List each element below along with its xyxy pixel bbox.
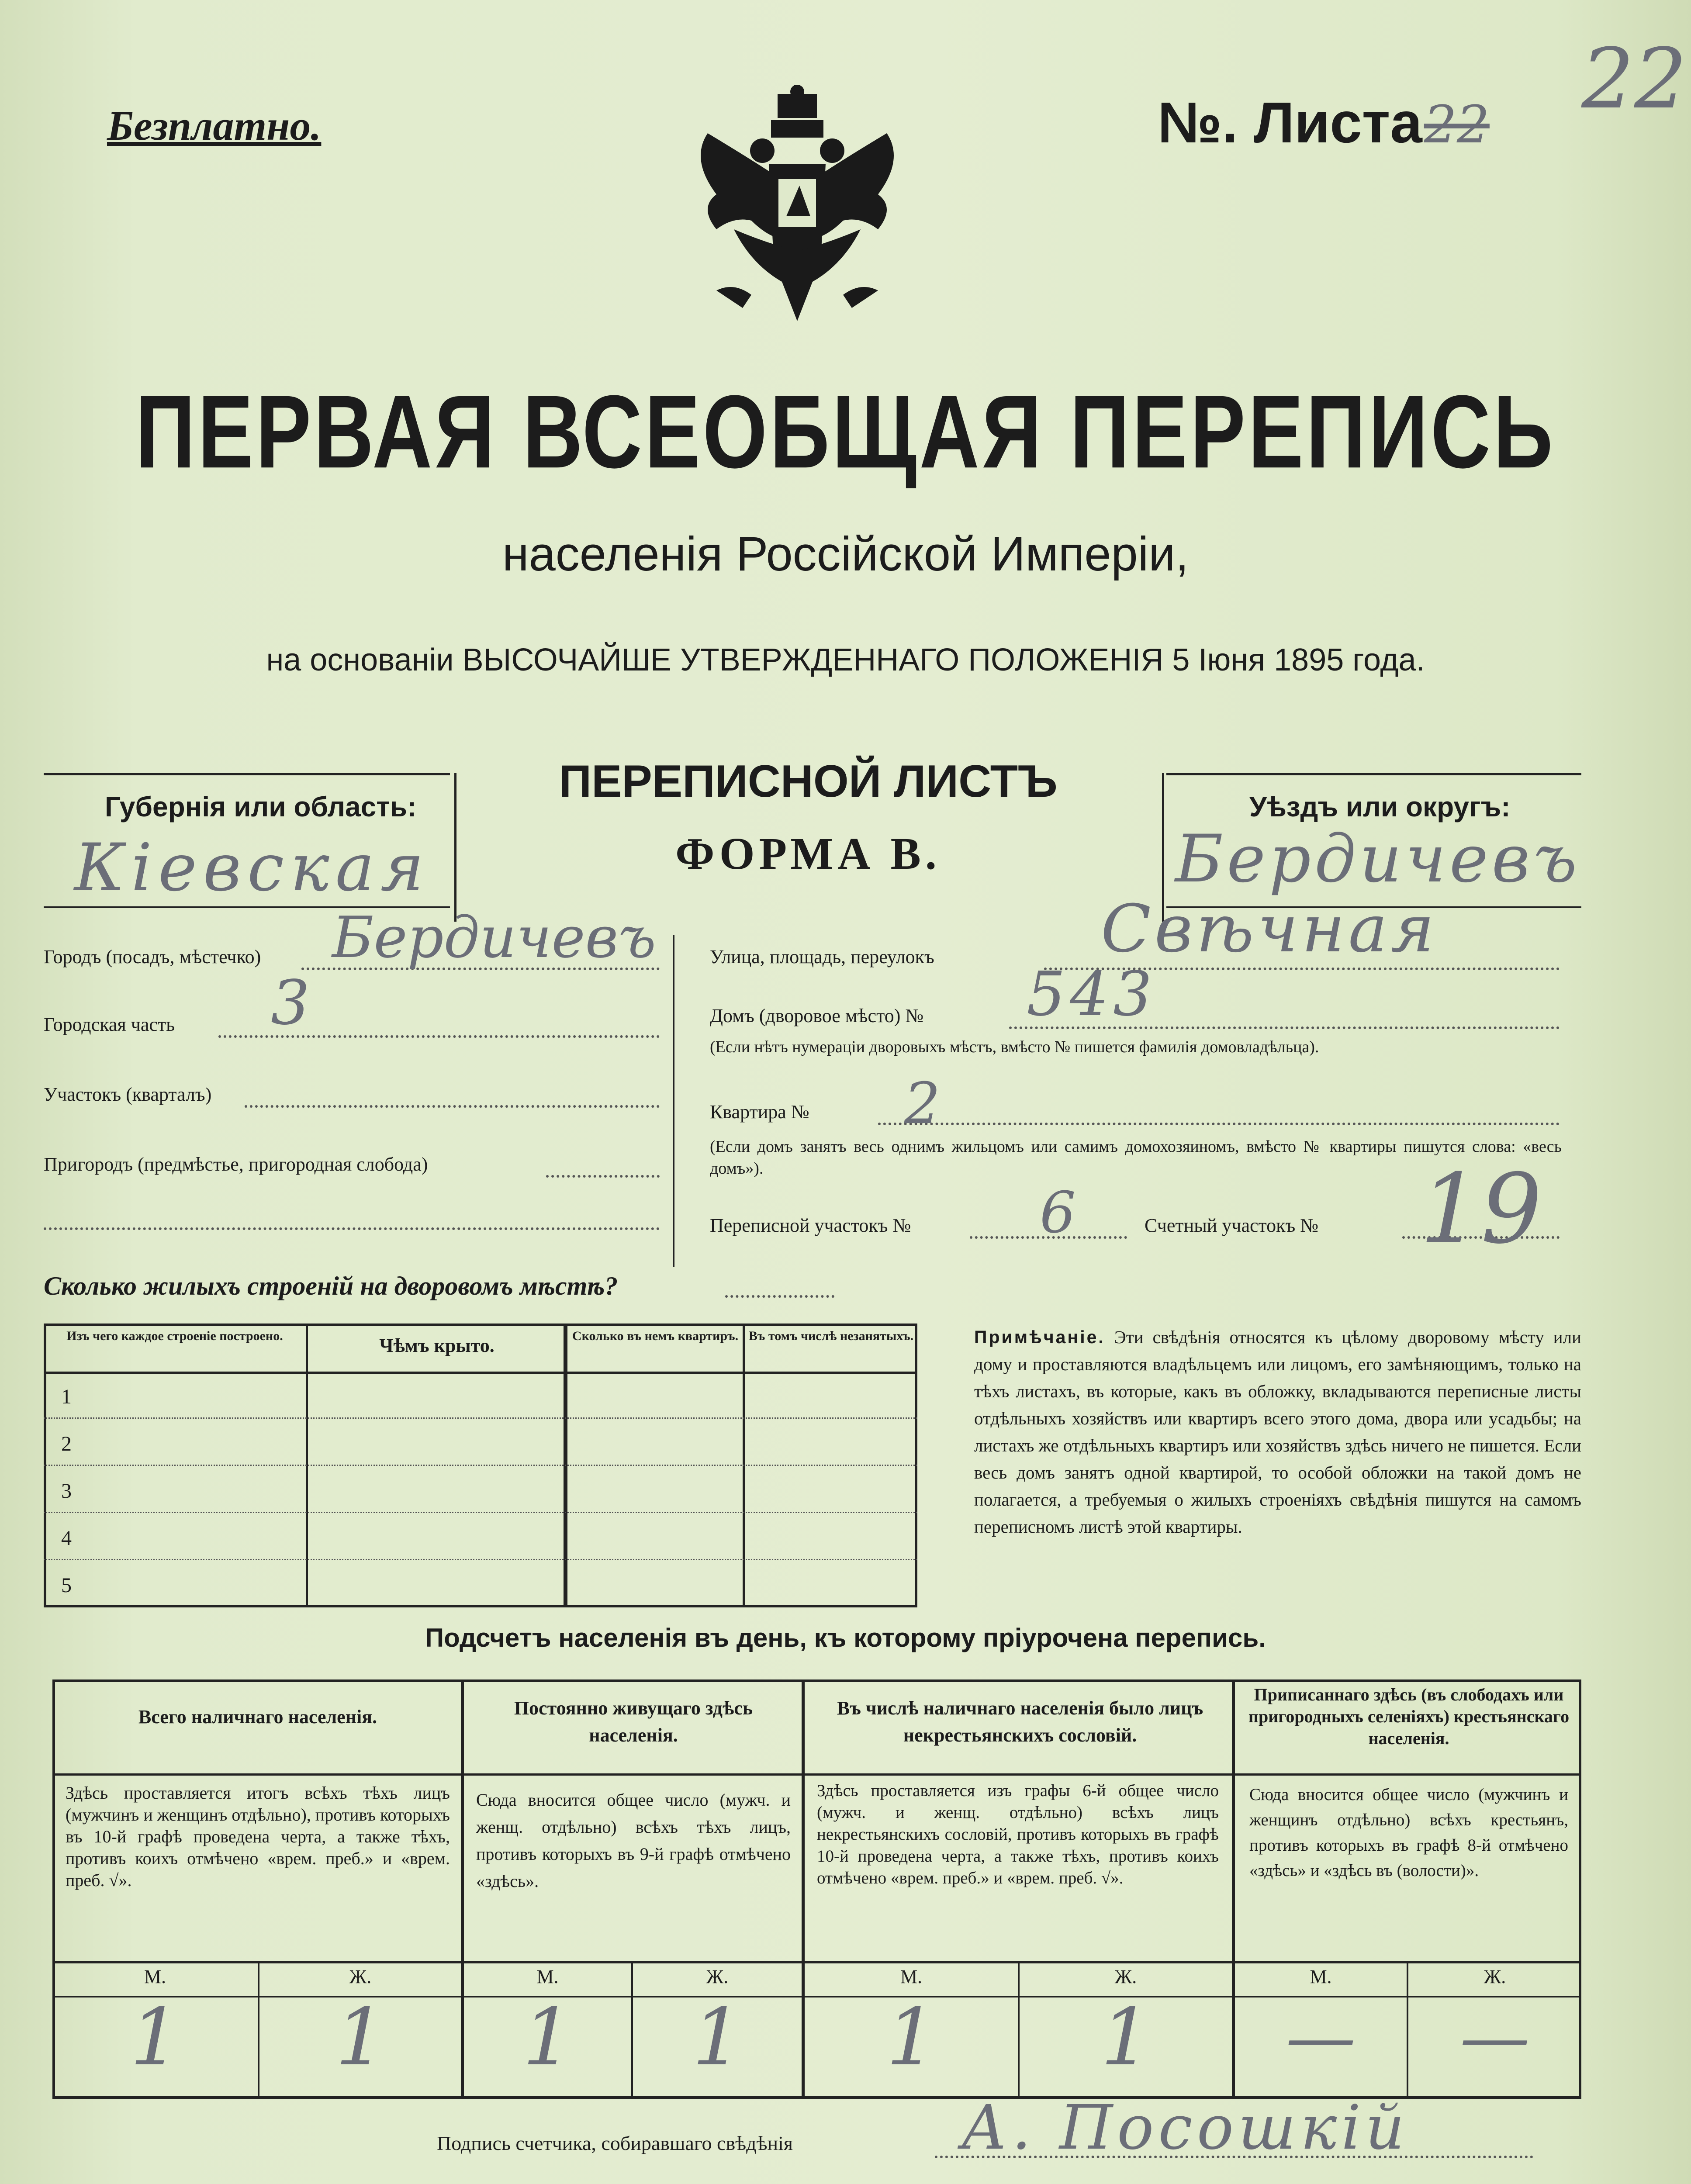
province-label: Губернія или область:: [105, 791, 417, 822]
district-value: Бердичевъ: [1175, 821, 1581, 897]
band-rule-left: [44, 773, 450, 775]
enumerator-signature-value: А. Посошкій: [961, 2092, 1409, 2163]
province-value: Кіевская: [74, 830, 430, 906]
pop-col-4-f-value: —: [1460, 1996, 1530, 2078]
buildings-row-number: 5: [61, 1574, 72, 1597]
page-title: ПЕРВАЯ ВСЕОБЩАЯ ПЕРЕПИСЬ: [135, 374, 1556, 490]
district-label: Уѣздъ или округъ:: [1249, 791, 1511, 822]
pop-col-3-title: Въ числѣ наличнаго населенія было лицъ некрестьянскихъ сословій.: [837, 1697, 1203, 1746]
pop-col-2-m-label: М.: [536, 1966, 559, 1987]
double-headed-eagle-icon: [681, 85, 913, 330]
buildings-row-2: [44, 1419, 917, 1466]
pop-col-4-title: Приписаннаго здѣсь (въ слободахъ или пригородныхъ селеніяхъ) крестьянскаго населенія.: [1248, 1685, 1570, 1748]
pop-col-1-mf-divider: [258, 1961, 259, 2099]
street-value: Свѣчная: [1101, 891, 1438, 967]
page-subtitle: населенія Россійской Имперіи,: [502, 527, 1189, 581]
buildings-col-material: Изъ чего каждое строеніе построено.: [66, 1329, 283, 1343]
flat-value: 2: [904, 1070, 941, 1137]
pop-col-2-f-value: 1: [692, 1992, 743, 2083]
pop-col-4-m-value: —: [1286, 1996, 1356, 2078]
pop-col-3-f-value: 1: [1100, 1992, 1151, 2083]
pop-col-2-desc: Сюда вносится общее число (мужч. и женщ. отдѣльно) всѣхъ тѣхъ лицъ, противъ которыхъ въ 9-й графѣ отмѣчено «здѣсь».: [476, 1790, 791, 1891]
census-section-value: 6: [1040, 1179, 1076, 1246]
sheet-number-label: №. Листа: [1158, 90, 1422, 155]
street-label: Улица, площадь, переулокъ: [710, 946, 934, 968]
buildings-question-line: [725, 1295, 834, 1298]
city-value: Бердичевъ: [332, 904, 656, 971]
pop-col-3-m-value: 1: [886, 1992, 937, 2083]
pop-col-3-desc: Здѣсь проставляется изъ графы 6-й общее число (мужч. и женщ. отдѣльно) всѣхъ лицъ некрестьянскихъ сословій, противъ которыхъ въ графѣ 10-й проведена черта, а также тѣхъ, противъ коихъ отмѣчено «врем. преб.» и «врем. преб. √».: [817, 1781, 1219, 1887]
form-subtitle: ФОРМА В.: [675, 829, 941, 879]
pop-col-1-m-value: 1: [130, 1992, 180, 2083]
suburb-field-line: [546, 1175, 660, 1178]
free-label: Безплатно.: [107, 102, 322, 149]
pop-col-1-f-label: Ж.: [349, 1966, 372, 1987]
pop-col-1-desc: Здѣсь проставляется итогъ всѣхъ тѣхъ лицъ (мужчинъ и женщинъ отдѣльно), противъ которыхъ въ 10-й графѣ проведена черта, а также тѣхъ, противъ коихъ отмѣчено «врем. преб.» и «врем. преб. √».: [66, 1783, 450, 1890]
pop-col-1-m-label: М.: [144, 1966, 166, 1987]
population-heading: Подсчетъ населенія въ день, къ которому пріурочена перепись.: [425, 1623, 1266, 1652]
buildings-row-number: 3: [61, 1479, 72, 1503]
buildings-note-text: Эти свѣдѣнія относятся къ цѣлому дворовому мѣсту или дому и проставляются владѣльцемъ или лицомъ, его замѣняющимъ, только на тѣхъ листахъ, въ которые, какъ въ обложку, вкладываются переписные листы отдѣльныхъ хозяйствъ или квартиръ всего этого дома, двора или усадьбы; на листахъ же отдѣльныхъ квартиръ или хозяйствъ здѣсь ничего не пишется. Если весь домъ занятъ одной квартирой, то особой обложки на такой домъ не полагается, а требуемыя о жилыхъ строеніяхъ свѣдѣнія пишутся на самомъ переписномъ листѣ этой квартиры.: [974, 1327, 1581, 1537]
pop-col-4-m-label: М.: [1310, 1966, 1332, 1987]
pop-col-divider-2: [802, 1679, 805, 2099]
pop-col-4-f-label: Ж.: [1484, 1966, 1506, 1987]
flat-label: Квартира №: [710, 1101, 809, 1123]
sheet-number-value: 22: [1424, 94, 1490, 155]
buildings-row-4: [44, 1513, 917, 1560]
buildings-note-lead: Примѣчаніе.: [974, 1327, 1105, 1347]
pop-col-1-f-value: 1: [335, 1992, 386, 2083]
pop-title-rule: [52, 1773, 1581, 1776]
house-label: Домъ (дворовое мѣсто) №: [710, 1005, 924, 1026]
suburb-field-line-2: [44, 1227, 660, 1230]
pop-col-3-f-label: Ж.: [1114, 1966, 1137, 1987]
buildings-row-1: [44, 1372, 917, 1419]
pop-col-1-title: Всего наличнаго населенія.: [138, 1706, 377, 1728]
buildings-row-3: [44, 1466, 917, 1513]
regulation-basis: на основаніи ВЫСОЧАЙШЕ УТВЕРЖДЕННАГО ПОЛОЖЕНІЯ 5 Іюня 1895 года.: [266, 643, 1425, 677]
buildings-col-vacant: Въ томъ числѣ незанятыхъ.: [748, 1329, 914, 1343]
precinct-field-line: [245, 1105, 660, 1108]
band-rule-right: [1166, 773, 1581, 775]
pop-col-divider-3: [1232, 1679, 1235, 2099]
count-section-value: 19: [1420, 1153, 1542, 1265]
pop-col-3-m-label: М.: [900, 1966, 923, 1987]
pop-col-4-desc: Сюда вносится общее число (мужчинъ и женщинъ отдѣльно) всѣхъ крестьянъ, противъ которыхъ въ графѣ 8-й отмѣчено «здѣсь» и «здѣсь въ (волости)».: [1249, 1785, 1568, 1880]
precinct-label: Участокъ (кварталъ): [44, 1084, 212, 1105]
pop-col-2-f-label: Ж.: [706, 1966, 729, 1987]
buildings-row-5: [44, 1560, 917, 1607]
pop-col-2-title: Постоянно живущаго здѣсь населенія.: [514, 1697, 753, 1746]
buildings-row-number: 4: [61, 1527, 72, 1550]
census-section-label: Переписной участокъ №: [710, 1215, 911, 1236]
house-note: (Если нѣтъ нумераціи дворовыхъ мѣстъ, вмѣсто № пишется фамилія домовладѣльца).: [710, 1038, 1319, 1056]
city-part-label: Городская часть: [44, 1014, 175, 1035]
city-part-value: 3: [271, 968, 310, 1039]
corner-number: 22: [1581, 31, 1687, 127]
count-section-label: Счетный участокъ №: [1145, 1215, 1319, 1236]
house-value: 543: [1027, 959, 1157, 1030]
buildings-question: Сколько жилыхъ строеній на дворовомъ мѣстѣ?: [44, 1272, 618, 1300]
address-divider: [673, 935, 674, 1267]
flat-note: (Если домъ занятъ весь однимъ жильцомъ или самимъ домохозяиномъ, вмѣсто № квартиры пишутся слова: «весь домъ»).: [710, 1137, 1562, 1178]
city-label: Городъ (посадъ, мѣстечко): [44, 946, 261, 968]
pop-col-divider-1: [461, 1679, 464, 2099]
sheet-number: [1158, 90, 1490, 156]
suburb-label: Пригородъ (предмѣстье, пригородная слобода): [44, 1154, 428, 1175]
buildings-row-number: 2: [61, 1432, 72, 1455]
flat-field-line: [878, 1123, 1560, 1125]
pop-col-2-m-value: 1: [522, 1992, 573, 2083]
buildings-col-roof: Чѣмъ крыто.: [379, 1335, 495, 1356]
buildings-col-flats: Сколько въ немъ квартиръ.: [572, 1329, 739, 1343]
enumerator-signature-label: Подпись счетчика, собиравшаго свѣдѣнія: [437, 2132, 793, 2154]
buildings-row-number: 1: [61, 1385, 72, 1408]
pop-mf-rule: [52, 1961, 1581, 1963]
buildings-note: [974, 1324, 1581, 1540]
form-title: ПЕРЕПИСНОЙ ЛИСТЪ: [559, 756, 1058, 807]
